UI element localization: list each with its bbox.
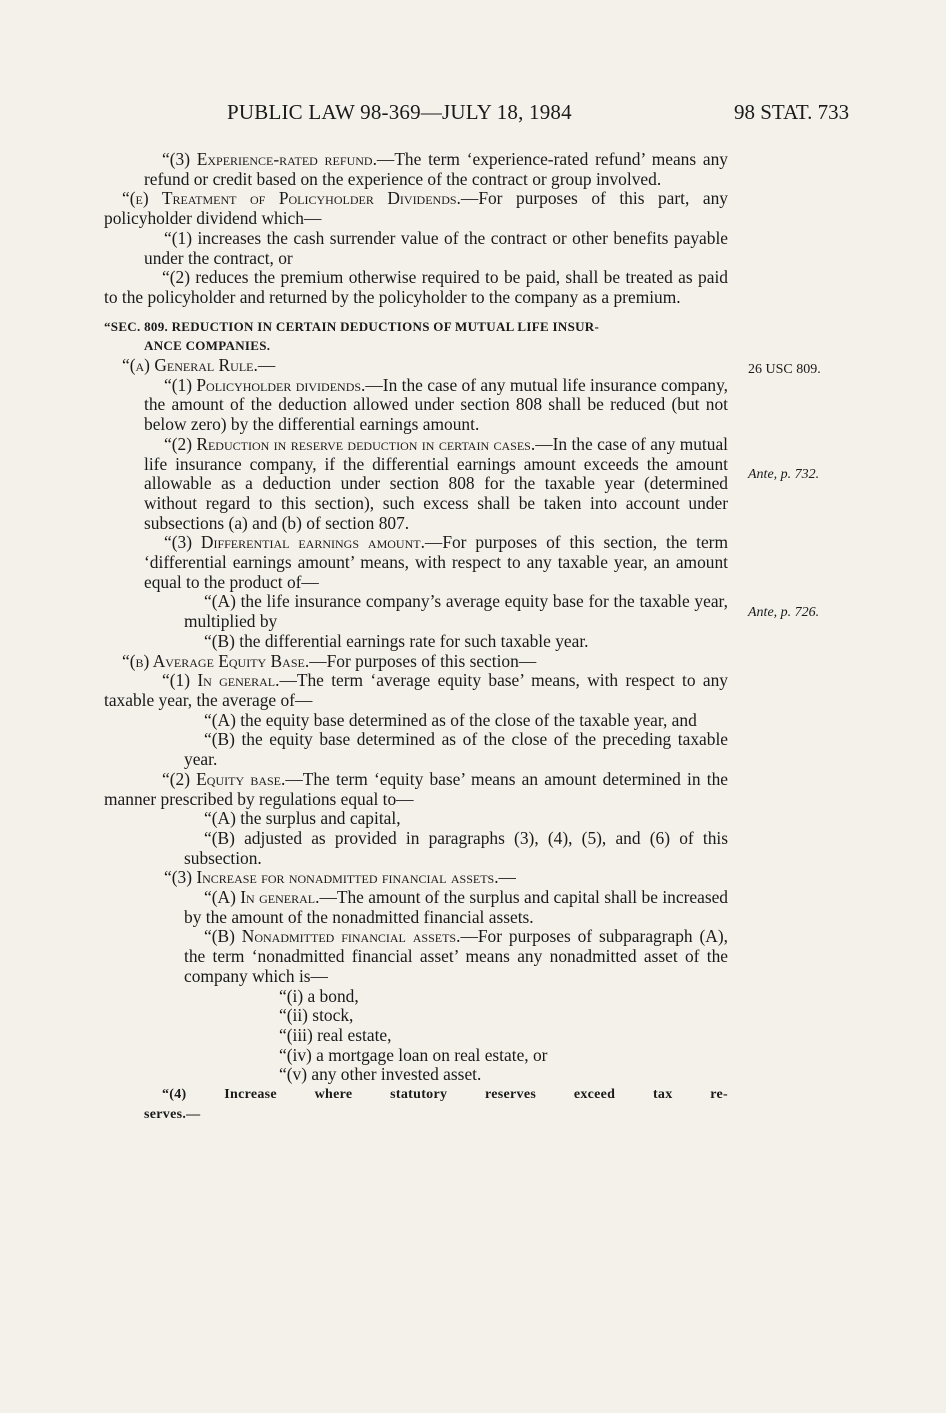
paragraph-a-3 <box>104 533 728 592</box>
margin-note-usc: 26 USC 809. <box>748 362 821 377</box>
paragraph-a-2 <box>104 435 728 534</box>
margin-note-ante-732: Ante, p. 732. <box>748 467 820 482</box>
subsection-a-heading: “(a) General Rule.— <box>122 355 276 376</box>
section-heading-line-1: “SEC. 809. REDUCTION IN CERTAIN DEDUCTIONS OF MUTUAL LIFE INSUR- <box>104 318 600 334</box>
paragraph-b-3-B-v: “(v) any other invested asset. <box>279 1064 482 1085</box>
paragraph-text: —In the case of any mutual life insurance company, the amount of the deduction allowed under section 808 shall be reduced (but not below zero) by the differential earnings amount. <box>144 374 728 435</box>
paragraph-heading: “(B) Nonadmitted financial assets. <box>204 926 461 947</box>
paragraph-b-3-heading: “(3) Increase for nonadmitted financial assets.— <box>164 867 516 888</box>
paragraph-a-3-B: “(B) the differential earnings rate for such taxable year. <box>204 630 589 651</box>
paragraph-text: —For purposes of this part, any policyholder dividend which— <box>104 188 728 229</box>
paragraph-text: —For purposes of this section, the term ‘differential earnings amount’ means, with respect to any taxable year, an amount equal to the product of— <box>144 532 728 592</box>
paragraph-heading: “(b) Average Equity Base. <box>122 650 310 671</box>
paragraph-heading: “(e) Treatment of Policyholder Dividends. <box>122 188 461 209</box>
paragraph-b-2-A: “(A) the surplus and capital, <box>204 808 401 829</box>
paragraph-b-2-B: “(B) adjusted as provided in paragraphs (3), (4), (5), and (6) of this subsection. <box>184 827 728 868</box>
paragraph-heading: “(A) In general. <box>204 887 320 908</box>
subsection-b <box>104 652 728 672</box>
section-heading-809 <box>104 317 728 356</box>
paragraph-b-1 <box>104 671 728 710</box>
paragraph-b-1-B: “(B) the equity base determined as of the close of the preceding taxable year. <box>184 729 728 770</box>
paragraph-e-1: “(1) increases the cash surrender value of the contract or other benefits payable under the contract, or <box>144 227 728 268</box>
paragraph-b-3-B-iii: “(iii) real estate, <box>279 1024 392 1045</box>
paragraph-b-3-B-iv: “(iv) a mortgage loan on real estate, or <box>279 1044 548 1065</box>
paragraph-b-3-B-i: “(i) a bond, <box>279 985 359 1006</box>
paragraph-text: —For purposes of this section— <box>309 650 537 671</box>
paragraph-e-2: “(2) reduces the premium otherwise required to be paid, shall be treated as paid to the policyholder and returned by the policyholder to the company as a premium. <box>104 267 728 307</box>
paragraph-experience-rated-refund <box>104 150 728 189</box>
paragraph-b-3-A <box>104 888 728 927</box>
page-header-stat-ref: 98 STAT. 733 <box>734 100 850 124</box>
paragraph-heading: “(2) Equity base. <box>162 768 286 789</box>
paragraph-b-3-B <box>104 927 728 986</box>
paragraph-b-1-A: “(A) the equity base determined as of the close of the taxable year, and <box>204 709 697 730</box>
paragraph-a-3-A: “(A) the life insurance company’s average equity base for the taxable year, multiplied by <box>184 591 728 632</box>
paragraph-text: —The term ‘experience-rated refund’ means any refund or credit based on the experience of the contract or group involved. <box>144 149 728 189</box>
section-heading-line-2: ANCE COMPANIES. <box>144 338 271 354</box>
paragraph-b-3-B-ii: “(ii) stock, <box>279 1005 354 1026</box>
paragraph-text: —The term ‘equity base’ means an amount determined in the manner prescribed by regulations equal to— <box>104 768 728 809</box>
paragraph-heading: “(1) In general. <box>162 670 280 691</box>
paragraph-text: —For purposes of subparagraph (A), the term ‘nonadmitted financial asset’ means any nonadmitted asset of the company which is— <box>184 926 728 986</box>
paragraph-heading: “(1) Policyholder dividends. <box>164 374 366 395</box>
paragraph-text: —The amount of the surplus and capital shall be increased by the amount of the nonadmitted financial assets. <box>184 887 728 927</box>
paragraph-a-1 <box>104 376 728 435</box>
paragraph-treatment-policyholder-dividends <box>104 189 728 228</box>
paragraph-b-2 <box>104 770 728 809</box>
paragraph-b-4-heading <box>104 1085 728 1105</box>
paragraph-text: —In the case of any mutual life insurance company, if the differential earnings amount exceeds the amount allowable as a deduction under section 808 for the taxable year (determined without regard to this section), such excess shall be taken into account under subsections (a) and (b) of section 807. <box>144 433 728 533</box>
paragraph-heading: “(3) Differential earnings amount. <box>164 532 425 553</box>
paragraph-text: —The term ‘average equity base’ means, with respect to any taxable year, the average of— <box>104 670 728 710</box>
paragraph-b-4-line-1: “(4) Increase where statutory reserves exceed tax re- <box>162 1087 728 1103</box>
margin-note-ante-726: Ante, p. 726. <box>748 605 820 620</box>
paragraph-heading: “(3) Experience-rated refund. <box>162 149 377 169</box>
paragraph-b-4-line-2: serves.— <box>144 1106 201 1122</box>
paragraph-heading: “(2) Reduction in reserve deduction in certain cases. <box>164 433 536 454</box>
document-body <box>104 150 728 1124</box>
page-header-title: PUBLIC LAW 98-369—JULY 18, 1984 <box>227 100 572 124</box>
